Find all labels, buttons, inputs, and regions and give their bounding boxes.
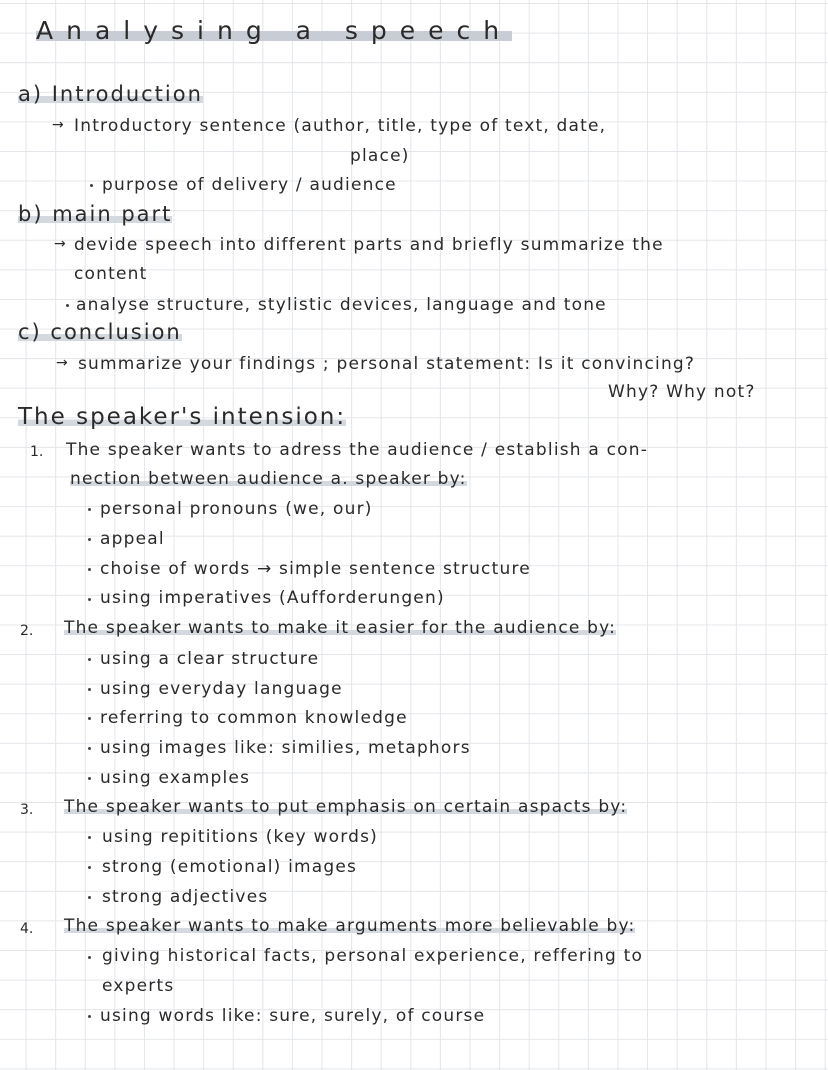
bullet (88, 1015, 91, 1018)
point-1-item: personal pronouns (we, our) (100, 499, 373, 519)
point-1-lead-2: nection between audience a. speaker by: (70, 469, 467, 489)
conclusion-line-1: summarize your findings ; personal statement: Is it convincing? (78, 354, 696, 374)
bullet (88, 508, 91, 511)
main-line-2: content (74, 264, 148, 284)
bullet (88, 747, 91, 750)
point-4-number: 4. (20, 921, 34, 937)
point-2-item: using examples (100, 768, 251, 788)
point-3-item: strong adjectives (102, 887, 269, 907)
bullet (90, 184, 93, 187)
point-3-lead-1: The speaker wants to put emphasis on certain aspacts by: (64, 797, 628, 817)
conclusion-label (18, 322, 182, 343)
point-3-item: using repititions (key words) (102, 827, 378, 847)
intro-line-2: place) (350, 146, 410, 166)
point-2-item: using everyday language (100, 679, 343, 699)
point-1-item: choise of words → simple sentence structure (100, 559, 531, 579)
bullet (88, 777, 91, 780)
bullet (88, 538, 91, 541)
main-label-text: b) main part (18, 202, 173, 226)
point-4-item: experts (102, 976, 175, 996)
conclusion-label-text: c) conclusion (18, 320, 182, 344)
intension-heading: The speaker's intension: (18, 404, 347, 430)
point-4-lead-1: The speaker wants to make arguments more believable by: (64, 916, 636, 936)
bullet (88, 688, 91, 691)
bullet (88, 598, 91, 601)
intro-line-3: purpose of delivery / audience (102, 175, 397, 195)
page-title: Analysing a speech (36, 16, 513, 45)
conclusion-arrow: → (56, 355, 68, 371)
point-2-number: 2. (20, 623, 34, 639)
point-2-item: using images like: similies, metaphors (100, 738, 471, 758)
main-line-1: devide speech into different parts and briefly summarize the (74, 235, 664, 255)
bullet (66, 304, 69, 307)
main-label (18, 204, 172, 225)
point-4-item: giving historical facts, personal experience, reffering to (102, 946, 644, 966)
point-2-item: using a clear structure (100, 649, 320, 669)
conclusion-line-2: Why? Why not? (608, 382, 756, 402)
point-4-item: using words like: sure, surely, of course (100, 1006, 486, 1026)
intro-label (18, 84, 203, 105)
point-2-lead-1: The speaker wants to make it easier for the audience by: (64, 618, 617, 638)
bullet (88, 836, 91, 839)
point-1-item: appeal (100, 529, 165, 549)
intro-label-text: a) Introduction (18, 82, 203, 106)
point-3-number: 3. (20, 802, 34, 818)
bullet (88, 866, 91, 869)
intro-line-1: Introductory sentence (author, title, type of text, date, (74, 116, 607, 136)
main-arrow: → (54, 236, 66, 252)
bullet (88, 568, 91, 571)
main-line-3: analyse structure, stylistic devices, language and tone (76, 295, 607, 315)
point-2-item: referring to common knowledge (100, 708, 408, 728)
bullet (88, 658, 91, 661)
point-3-item: strong (emotional) images (102, 857, 358, 877)
point-1-number: 1. (30, 444, 44, 460)
point-1-item: using imperatives (Aufforderungen) (100, 588, 445, 608)
point-1-lead-1: The speaker wants to adress the audience / establish a con- (66, 440, 649, 460)
bullet (88, 896, 91, 899)
bullet (88, 956, 91, 959)
intro-arrow: → (52, 117, 64, 133)
bullet (88, 717, 91, 720)
